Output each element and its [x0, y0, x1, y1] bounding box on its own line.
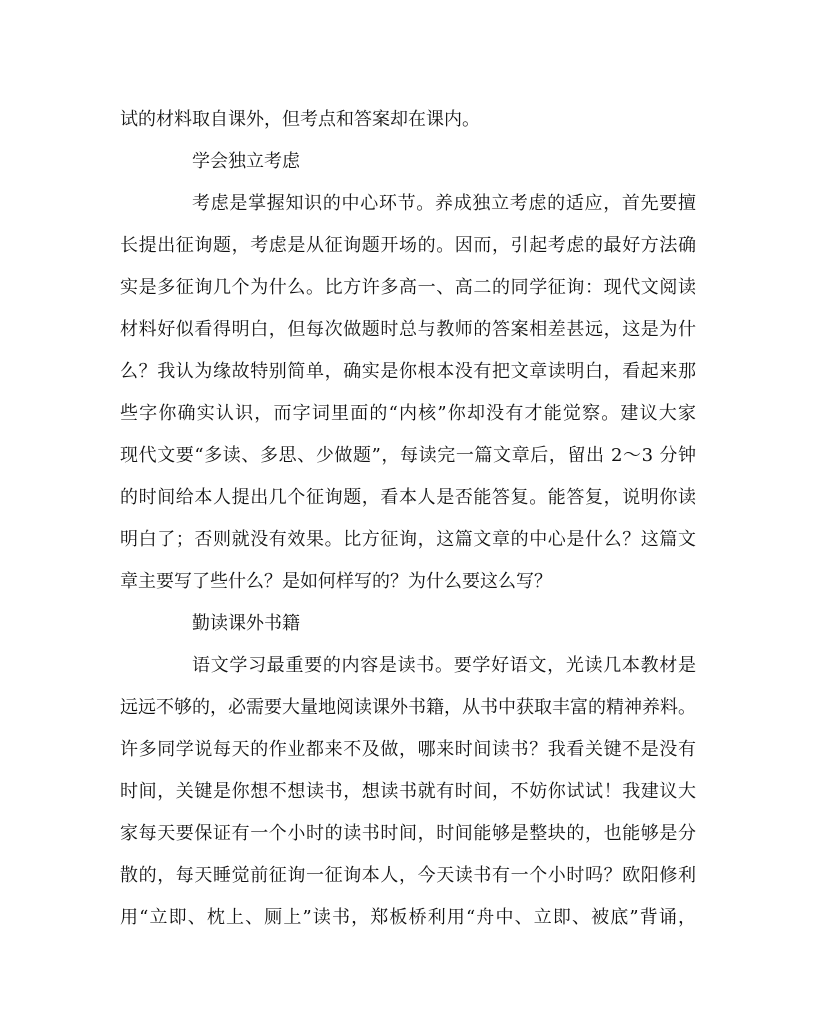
- body-text-line: 试的材料取自课外，但考点和答案却在课内。: [120, 109, 480, 130]
- section-heading-extracurricular-reading: 勤读课外书籍: [192, 613, 300, 634]
- body-text-line: 许多同学说每天的作业都来不及做，哪来时间读书？我看关键不是没有: [120, 739, 696, 760]
- body-text-line: 远远不够的，必需要大量地阅读课外书籍，从书中获取丰富的精神养料。: [120, 697, 696, 718]
- body-text-line: 家每天要保证有一个小时的读书时间，时间能够是整块的，也能够是分: [120, 823, 696, 844]
- body-text-line: 时间，关键是你想不想读书，想读书就有时间，不妨你试试！我建议大: [120, 781, 696, 802]
- body-text-line: 实是多征询几个为什么。比方许多高一、高二的同学征询：现代文阅读: [120, 277, 696, 298]
- body-text-line: 些字你确实认识，而字词里面的“内核”你却没有才能觉察。建议大家: [120, 403, 696, 424]
- section-heading-independent-thinking: 学会独立考虑: [192, 151, 300, 172]
- body-text-line: 考虑是掌握知识的中心环节。养成独立考虑的适应，首先要擅: [192, 193, 696, 214]
- body-text-line: 散的，每天睡觉前征询一征询本人，今天读书有一个小时吗？欧阳修利: [120, 865, 696, 886]
- body-text-line: 用“立即、枕上、厕上”读书，郑板桥利用“舟中、立即、被底”背诵，: [120, 907, 696, 928]
- body-text-line: 么？我认为缘故特别简单，确实是你根本没有把文章读明白，看起来那: [120, 361, 696, 382]
- body-text-line: 语文学习最重要的内容是读书。要学好语文，光读几本教材是: [192, 655, 696, 676]
- body-text-line: 章主要写了些什么？是如何样写的？为什么要这么写？: [120, 571, 552, 592]
- body-text-line: 材料好似看得明白，但每次做题时总与教师的答案相差甚远，这是为什: [120, 319, 696, 340]
- body-text-line: 现代文要“多读、多思、少做题”，每读完一篇文章后，留出 2～3 分钟: [120, 445, 696, 466]
- body-text-line: 明白了；否则就没有效果。比方征询，这篇文章的中心是什么？这篇文: [120, 529, 696, 550]
- body-text-line: 的时间给本人提出几个征询题，看本人是否能答复。能答复，说明你读: [120, 487, 696, 508]
- body-text-line: 长提出征询题，考虑是从征询题开场的。因而，引起考虑的最好方法确: [120, 235, 696, 256]
